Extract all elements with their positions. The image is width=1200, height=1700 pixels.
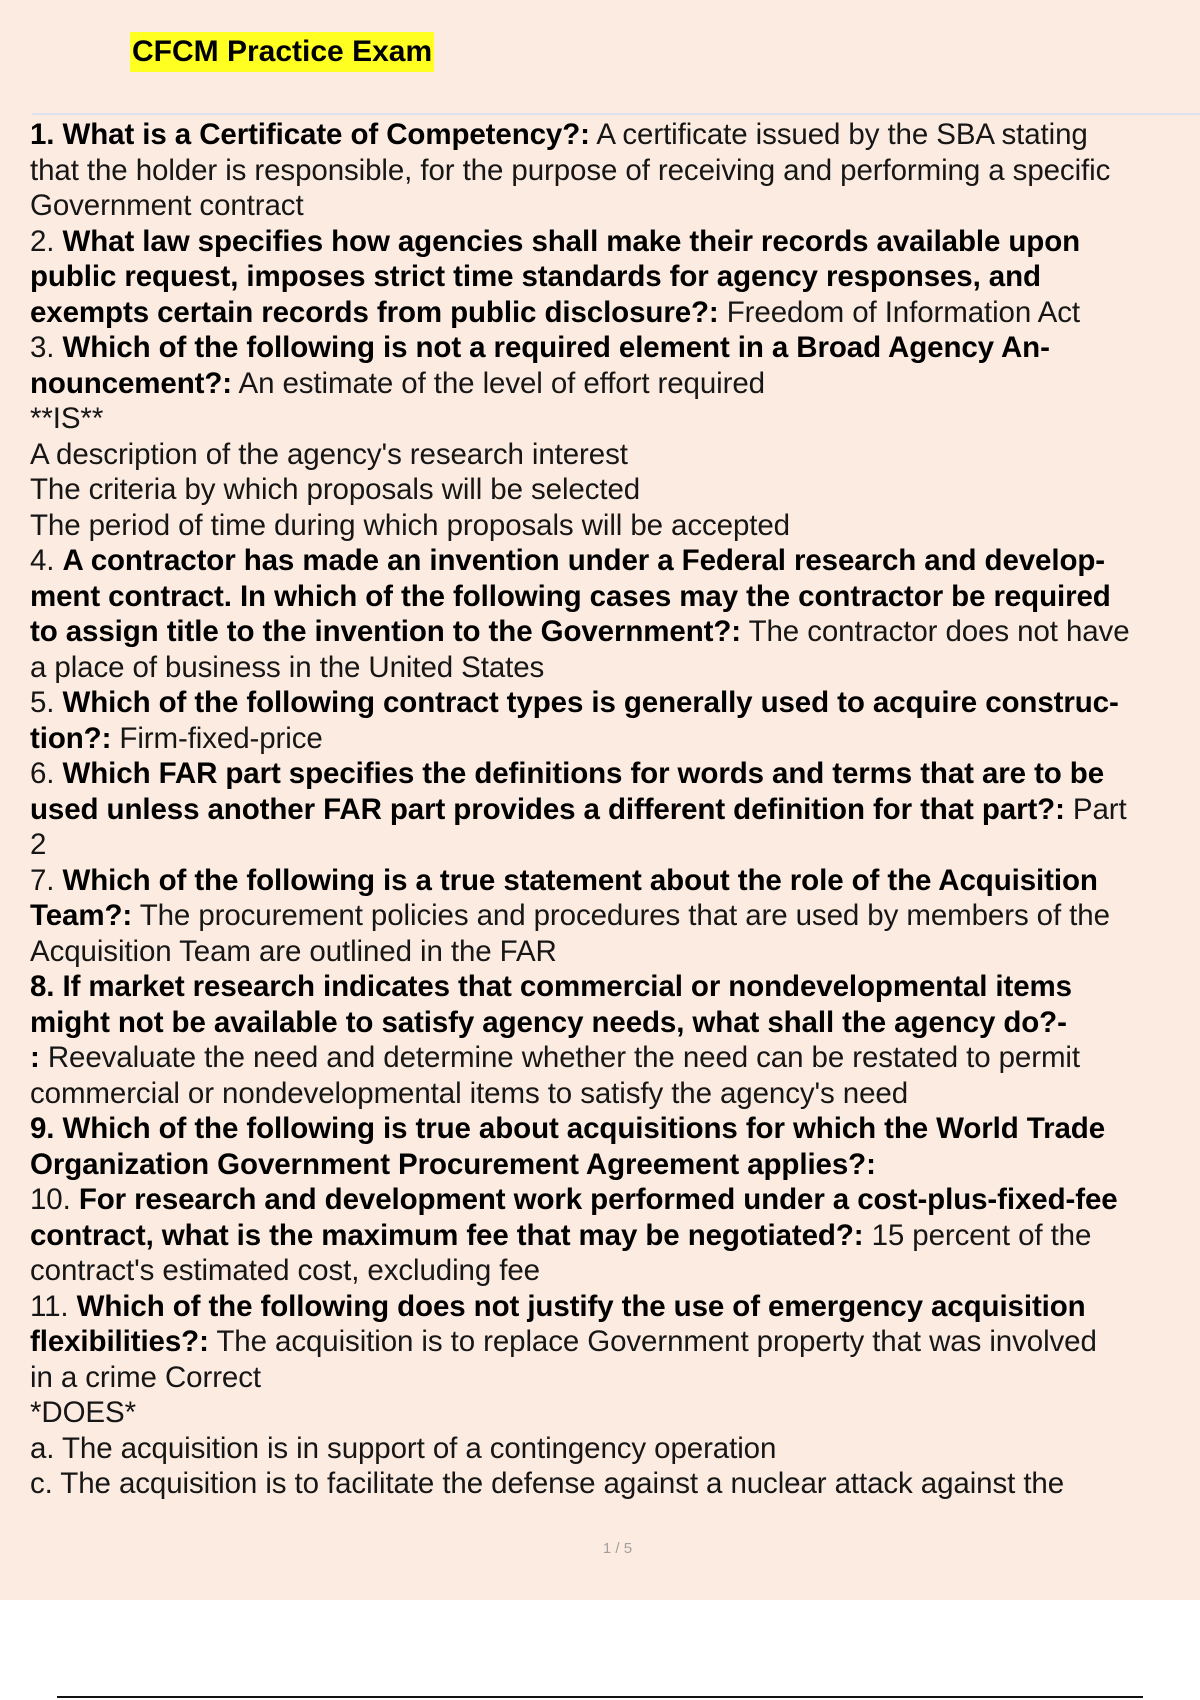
text-line xyxy=(30,792,1200,828)
text-line xyxy=(30,117,1200,153)
plain-text: 10. xyxy=(30,1183,79,1216)
plain-text: The contractor does not have xyxy=(741,615,1130,648)
plain-text: Part xyxy=(1064,792,1127,826)
bold-text: Which of the following does not justify the use of emergency acquisition xyxy=(76,1289,1086,1323)
bold-text: Organization Government Procurement Agreement applies?: xyxy=(30,1147,876,1181)
text-line xyxy=(30,1324,1200,1360)
text-line xyxy=(30,259,1200,295)
text-line xyxy=(30,543,1200,579)
bold-text: nouncement?: xyxy=(30,366,233,400)
plain-text: The criteria by which proposals will be selected xyxy=(30,473,641,506)
text-line xyxy=(30,934,1200,970)
text-line xyxy=(30,1005,1200,1041)
bold-text: used unless another FAR part provides a different definition for that part?: xyxy=(30,792,1065,826)
plain-text: *DOES* xyxy=(30,1396,136,1429)
bold-text: 9. Which of the following is true about acquisitions for which the World Trade xyxy=(30,1112,1106,1145)
plain-text: 6. xyxy=(30,757,63,790)
plain-text: 3. xyxy=(30,331,63,364)
text-line xyxy=(30,685,1200,721)
bold-text: contract, what is the maximum fee that may be negotiated?: xyxy=(30,1218,864,1252)
bold-text: What is a Certificate of Competency?: xyxy=(62,118,590,151)
text-line xyxy=(30,756,1200,792)
plain-text: 11. xyxy=(30,1289,77,1323)
bold-text: Which FAR part specifies the definitions for words and terms that are to be xyxy=(62,757,1105,790)
plain-text: 2 xyxy=(30,828,47,861)
bold-text: might not be available to satisfy agency needs, what shall the agency do?- xyxy=(30,1005,1067,1039)
text-line xyxy=(30,1360,1200,1396)
plain-text: commercial or nondevelopmental items to satisfy the agency's need xyxy=(30,1076,909,1110)
bold-text: For research and development work performed under a cost-plus-fixed-fee xyxy=(78,1183,1118,1216)
plain-text: **IS** xyxy=(30,402,104,435)
header-divider xyxy=(32,113,1200,115)
plain-text: 2. xyxy=(30,224,63,258)
bold-text: tion?: xyxy=(30,721,112,755)
bold-text: exempts certain records from public disclosure?: xyxy=(30,295,719,329)
page-number: 1 / 5 xyxy=(602,1540,633,1557)
plain-text: 4. xyxy=(30,544,63,577)
text-line xyxy=(30,650,1200,686)
bold-text: ment contract. In which of the following cases may the contractor be required xyxy=(30,579,1111,613)
text-line xyxy=(30,437,1200,473)
bold-text: public request, imposes strict time standards for agency responses, and xyxy=(30,260,1041,293)
plain-text: Reevaluate the need and determine whether the need can be restated to permit xyxy=(39,1041,1080,1074)
text-line xyxy=(30,1218,1200,1254)
plain-text: a place of business in the United States xyxy=(30,650,545,684)
text-line xyxy=(30,1431,1200,1467)
bold-text: : xyxy=(30,1041,40,1074)
bold-text: Which of the following contract types is generally used to acquire construc- xyxy=(62,686,1119,719)
plain-text: Firm-fixed-price xyxy=(111,721,323,755)
text-line xyxy=(30,1466,1200,1502)
bottom-divider xyxy=(57,1696,1143,1698)
text-line xyxy=(30,969,1200,1005)
text-line xyxy=(30,472,1200,508)
text-line xyxy=(30,827,1200,863)
text-line xyxy=(30,1253,1200,1289)
bold-text: to assign title to the invention to the Government?: xyxy=(30,615,742,648)
text-line xyxy=(30,295,1200,331)
text-line xyxy=(30,579,1200,615)
bold-text: A contractor has made an invention under a Federal research and develop- xyxy=(62,544,1106,577)
text-line xyxy=(30,863,1200,899)
text-line xyxy=(30,898,1200,934)
text-line xyxy=(30,224,1200,260)
plain-text: Freedom of Information Act xyxy=(718,295,1080,329)
text-line xyxy=(30,401,1200,437)
bold-text: Which of the following is a true statement about the role of the Acquisition xyxy=(62,863,1098,897)
text-line xyxy=(30,614,1200,650)
plain-text: 7. xyxy=(30,863,63,897)
plain-text: A certificate issued by the SBA stating xyxy=(589,118,1088,151)
bold-text: Team?: xyxy=(30,899,133,932)
plain-text: in a crime Correct xyxy=(30,1360,261,1394)
text-line xyxy=(30,1182,1200,1218)
plain-text: Acquisition Team are outlined in the FAR xyxy=(30,934,557,968)
text-line xyxy=(30,1040,1200,1076)
text-line xyxy=(30,188,1200,224)
bold-text: 8. If market research indicates that commercial or nondevelopmental items xyxy=(30,970,1072,1003)
text-line xyxy=(30,1147,1200,1183)
text-line xyxy=(30,721,1200,757)
plain-text: 5. xyxy=(30,686,63,719)
text-line xyxy=(30,1111,1200,1147)
bold-text: What law specifies how agencies shall make their records available upon xyxy=(62,224,1081,258)
plain-text: contract's estimated cost, excluding fee xyxy=(30,1254,540,1287)
plain-text: A description of the agency's research interest xyxy=(30,437,628,471)
text-line xyxy=(30,1076,1200,1112)
text-line xyxy=(30,153,1200,189)
plain-text: c. The acquisition is to facilitate the defense against a nuclear attack against the xyxy=(30,1467,1065,1500)
text-line xyxy=(30,1289,1200,1325)
plain-text: that the holder is responsible, for the purpose of receiving and performing a specific xyxy=(30,153,1111,187)
plain-text: The procurement policies and procedures that are used by members of the xyxy=(132,899,1110,932)
bold-text: flexibilities?: xyxy=(30,1325,209,1358)
plain-text: An estimate of the level of effort required xyxy=(232,366,765,400)
plain-text: a. The acquisition is in support of a contingency operation xyxy=(30,1431,777,1465)
plain-text: Government contract xyxy=(30,189,304,222)
plain-text: 15 percent of the xyxy=(863,1218,1092,1252)
text-line xyxy=(30,366,1200,402)
question-list xyxy=(30,117,1200,1502)
text-line xyxy=(30,330,1200,366)
text-line xyxy=(30,1395,1200,1431)
plain-text: The period of time during which proposals will be accepted xyxy=(30,508,790,542)
plain-text: The acquisition is to replace Government property that was involved xyxy=(208,1325,1097,1358)
text-line xyxy=(30,508,1200,544)
page-title: CFCM Practice Exam xyxy=(130,32,434,72)
bold-text: 1. xyxy=(30,118,63,151)
bold-text: Which of the following is not a required element in a Broad Agency An- xyxy=(62,331,1050,364)
